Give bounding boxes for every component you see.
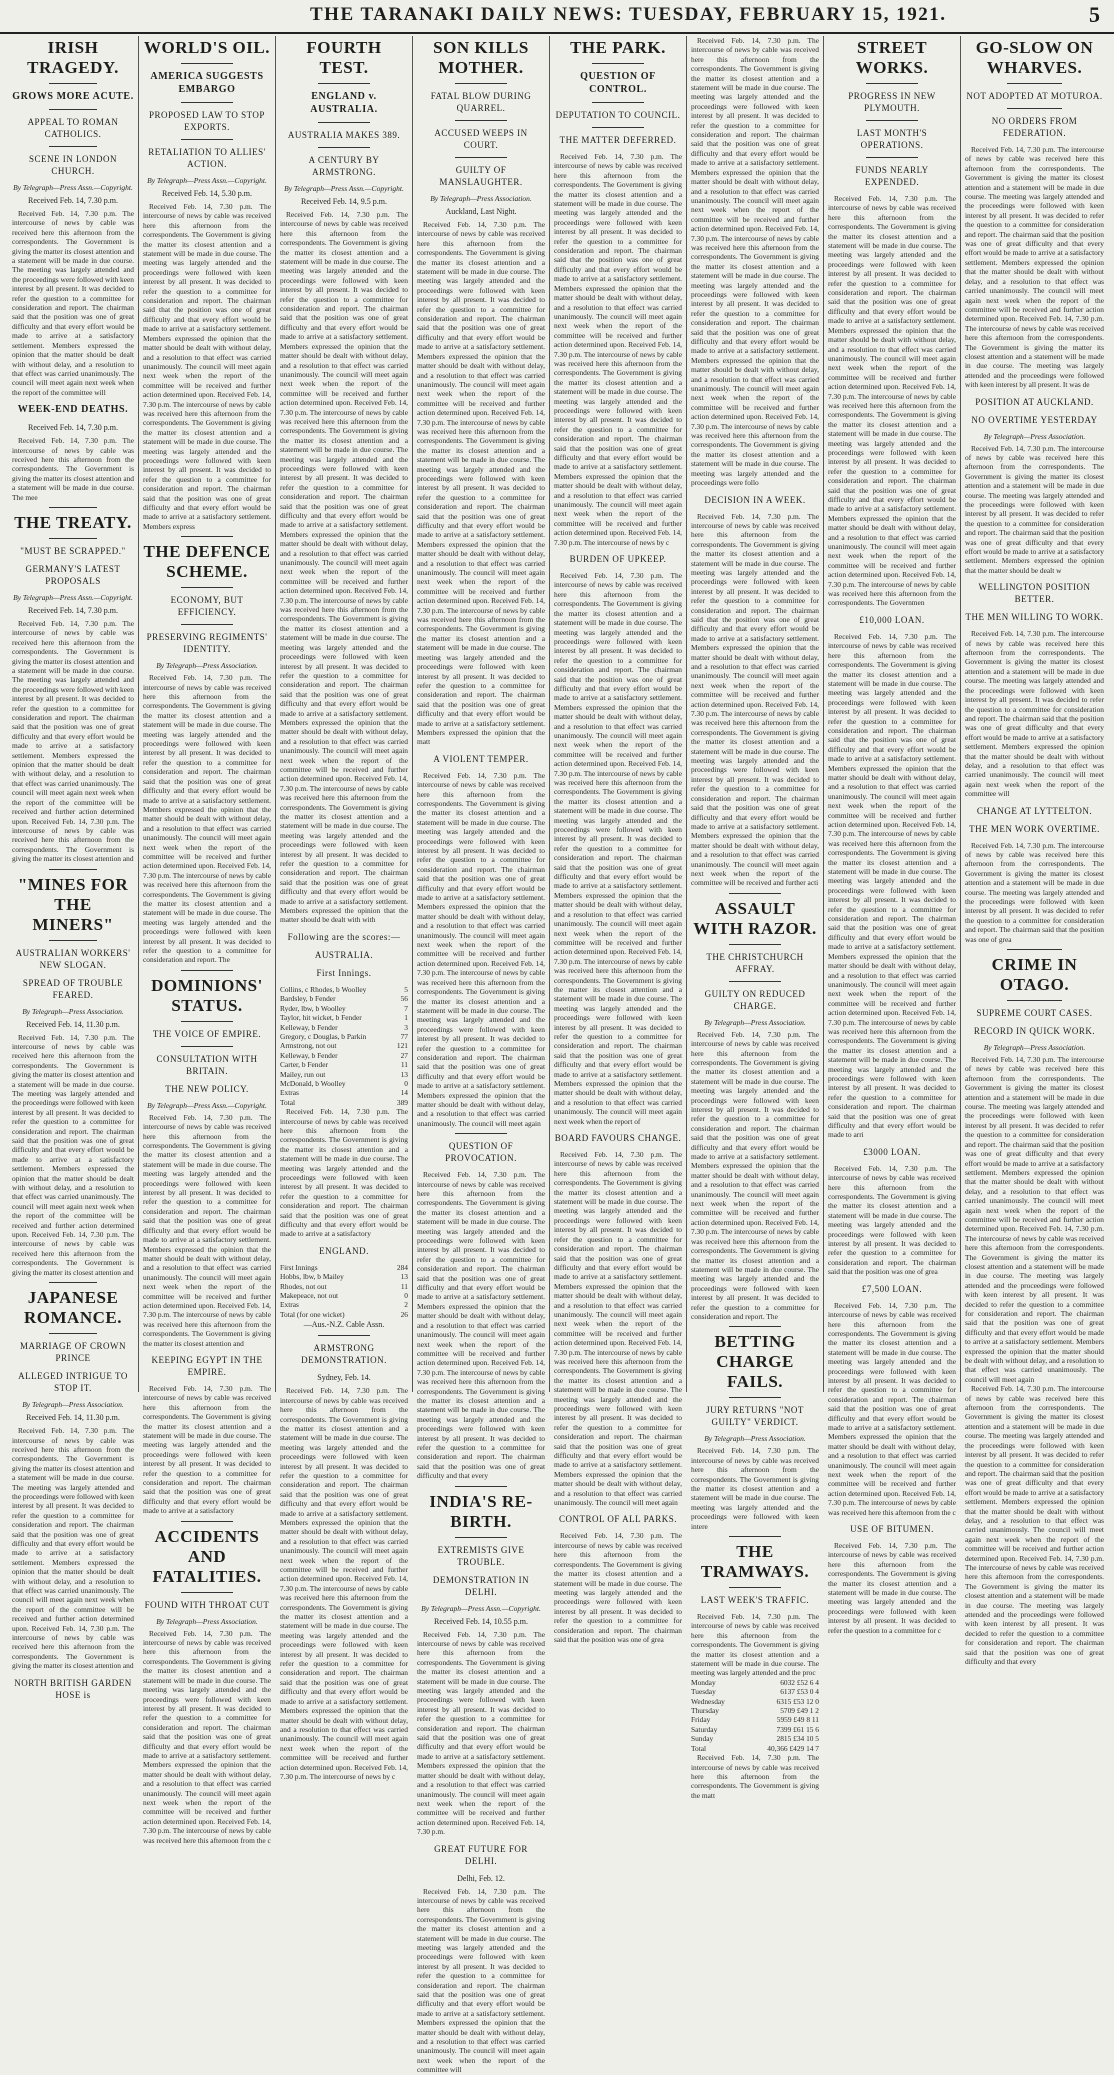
deck-heading: LAST WEEK'S TRAFFIC. xyxy=(700,1595,810,1605)
article-body-text: Received Feb. 14, 7.30 p.m. The intercourse of news by cable was received here this afternoon from the correspondents. The Government is giving the matter its closest attention and a statement will be made in due course. The meeting was largely attended and the proceedings were followed with keen interest by all present. It was decided to refer the question to a committee for consideration and report. The chairman said that the position was one of great difficulty and that every effort would be made to arrive at a satisfactory settlement. Members expressed the opinion that the matter should be dealt w xyxy=(965,443,1104,575)
deck-heading: FATAL BLOW DURING QUARREL. xyxy=(430,91,532,113)
dateline: Sydney, Feb. 14. xyxy=(317,1373,371,1383)
table-cell-value: 11 xyxy=(400,1281,408,1291)
article-body-text: Received Feb. 14, 7.30 p.m. The intercourse of news by cable was received here this afternoon from the correspondents. The Government is giving the matter its closest attention and a statement will be made in due course. The meeting was largely attended and the proceedings were followed with keen interest by all present. It was decided to refer the question to a committee for consideration and report. The chairman said that the position was one of great difficulty and that every effort would be made to arrive at a satisfactory settlement. Members expressed the opinion that the matter should be dealt with without delay, and a resolution to that effect was carried unanimously. The council will meet again next week when the report of the committee will be received and further action determined upon. Received Feb. 14, 7.30 p.m. The intercourse of news by cable was received here this afternoon from the correspondents. The Government is giving the matter its closest attention and a statement will be made in due course. The meeting was largely attended and the proceedings were followed with keen interest by all present. It was decided to refer the question to a committee for consideration and report. The chairman said that the position was one of great difficulty and that every effort would be made to arrive at a satisfactory settlement. Members expressed the opinion that the matter should be dealt with without delay, and a resolution to that effect was carried unanimously. The council will meet again next week when the report of the committee will be received and further action determined upon. Received Feb. 14, 7.30 p.m. The intercourse of news by cable was received here this afternoon from the correspondents. The Government is giving the matter its closest attention and a statement will be made in due course. The meeting was largely attended and the proceedings were followed with keen interest by all present. It was decided to refer the question to a committee for consideration and report. The chairman said that the position was one of great difficulty and that every effort would be made to arrive at a satisfactory settlement. Members expressed the opinion that the matt xyxy=(417,220,545,747)
table-cell-label: Extras xyxy=(280,1088,299,1098)
table-cell-value: 284 xyxy=(396,1262,408,1272)
deck-heading: THE VOICE OF EMPIRE. xyxy=(152,1028,262,1039)
table-cell-value: 40,366 £429 14 7 xyxy=(767,1743,819,1753)
article-body-text: Received Feb. 14, 7.30 p.m. The intercourse of news by cable was received here this afternoon from the correspondents. The Government is giving the matter its closest attention and a statement will be made in due course. The meeting was largely attended and the proceedings were followed with keen interest by all present. It was decided to refer the question to a committee for consideration and report. The chairman said that the position was one of great difficulty and that every effort would be made to arrive at a satisfactory settlement. Members expressed the opinion that the matter should be dealt with without delay, and a resolution to that effect was carried unanimously. The council will meet again next week when the report of the committee will be received and further action determined upon. Received Feb. 14, 7.30 p.m. The intercourse of news by cable was received here this afternoon from the correspondents. The Government is giving the matter its closest attention and a statement will be made in due course. The meeting was largely attended and the proceedings were followed with keen interest by all present. It was decided to refer the question to a committee for consideration and report. The chairman said that the position was one of great difficulty and that every effort would be made to arrive at a satisfactory settlement. Members expressed the opinion that the matter should be dealt with without delay, and a resolution to that effect was carried unanimously. The council will meet again next week when the report of the committee will be received and further action determined upon. Received Feb. 14, 7.30 p.m. The intercourse of news by cable was received here this afternoon from the correspondents. The Governmen xyxy=(828,194,956,608)
divider-rule xyxy=(1007,949,1063,950)
divider-rule xyxy=(181,587,232,588)
table-cell-value: 13 xyxy=(400,1272,408,1282)
byline: By Telegraph—Press Association. xyxy=(430,194,532,203)
deck-heading: THE MATTER DEFERRED. xyxy=(559,135,677,145)
table-cell-label: Thursday xyxy=(691,1706,719,1716)
deck-heading: NORTH BRITISH GARDEN HOSE is xyxy=(14,1677,132,1700)
deck-heading: A CENTURY BY ARMSTRONG. xyxy=(308,155,380,177)
column-fourth-test xyxy=(275,36,412,1781)
divider-rule xyxy=(318,83,369,84)
divider-rule xyxy=(49,146,98,147)
article-body-text: Received Feb. 14, 7.30 p.m. The intercourse of news by cable was received here this afternoon from the correspondents. The Government is giving the matter its closest attention and a statement will be made in due course. The meeting was largely attended and the proceedings were followed with keen interest by all present. It was decided to refer the question to a committee for consideration and report. The chairman said that the position was one of great difficulty and that every effort would be made to arrive at a satisfactory settlement. Members expressed the opinion that the matter should be dealt with without delay, and a resolution to that effect was carried unanimously. The council will meet again next week when the report of the committee will be received and further action determined upon. Received Feb. 14, 7.30 p.m. The intercourse of news by cable was received here this afternoon from the correspondents. The Government is giving the matter its closest attention and xyxy=(12,1032,134,1277)
deck-heading: FOUND WITH THROAT CUT xyxy=(144,1599,270,1610)
deck-heading: MARRIAGE OF CROWN PRINCE xyxy=(19,1341,126,1364)
byline: By Telegraph—Press Association. xyxy=(983,1043,1086,1053)
deck-heading: EXTREMISTS GIVE TROUBLE. xyxy=(437,1544,525,1567)
column-the-park-continued xyxy=(686,36,823,1800)
article-body-text: Received Feb. 14, 7.30 p.m. The intercourse of news by cable was received here this afternoon from the correspondents. The Government is giving the matt xyxy=(691,1753,819,1800)
table-cell-label: Bardsley, b Fender xyxy=(280,994,336,1004)
article-body-text: Received Feb. 14, 7.30 p.m. The intercourse of news by cable was received here this afternoon from the correspondents. The Government is giving the matter its closest attention and a statement will be made in due course. The meeting was largely attended and the proceedings were followed with keen interest by all present. It was decided to refer the question to a committee for consideration and report. The chairman said that the position was one of great difficulty and that every effort would be made to arrive at a satisfactory settlement. Members expressed the opinion that the matter should be dealt with without delay, and a resolution to that effect was carried unanimously. The council will meet again next week when the report of the committee will be received and further action determined upon. Received Feb. 14, 7.30 p.m. The intercourse of news by cable was received here this afternoon from the correspondents. The Government is giving the matter its closest attention and a statement will be made in due course. The meeting was largely attended and the proceedings were followed with keen interest by all present. It was de xyxy=(965,145,1104,390)
deck-heading: AUSTRALIA. xyxy=(314,949,374,960)
table-cell-label: Carter, b Fender xyxy=(280,1060,328,1070)
divider-rule xyxy=(181,1046,232,1047)
deck-heading: ARMSTRONG DEMONSTRATION. xyxy=(301,1343,387,1366)
table-cell-value: 5709 £49 1 2 xyxy=(780,1706,819,1716)
table-cell-value: 5 xyxy=(404,984,408,994)
byline: By Telegraph—Press Assn.—Copyright. xyxy=(284,184,404,193)
divider-rule xyxy=(1007,1000,1063,1001)
deck-heading: ACCUSED WEEPS IN COURT. xyxy=(434,128,528,150)
subheadline: ENGLAND v. AUSTRALIA. xyxy=(310,91,378,115)
table-cell-label: Gregory, c Douglas, b Parkin xyxy=(280,1031,367,1041)
deck-heading: "MUST BE SCRAPPED." xyxy=(20,545,126,556)
dateline: Received Feb. 14, 7.30 p.m. xyxy=(28,423,118,433)
deck-heading: FUNDS NEARLY EXPENDED. xyxy=(855,165,929,187)
article-body-text: Received Feb. 14, 7.30 p.m. The intercourse of news by cable was received here this afternoon from the correspondents. The Government is giving the matter its closest attention and a statement will be made in due course. The meeting was largely attended and the proceedings were followed with keen interest by all present. It was decided to refer the question to a committee for consideration and report. The chairman said that the position was one of great difficulty and that every effort would be made to arrive at a satisfactory settlement. Members expressed the opinion that the matter should be dealt with without delay, and a resolution to that effect was carried unanimously. The council will meet again next week when the report of the committee will be received and further action determined upon. Received Feb. 14, 7.30 p.m. xyxy=(417,1629,545,1837)
table-cell-label: Wednesday xyxy=(691,1696,725,1706)
dateline: Auckland, Last Night. xyxy=(445,207,517,216)
table-row xyxy=(280,1282,408,1291)
deck-heading: DECISION IN A WEEK. xyxy=(704,494,806,505)
table-row xyxy=(691,1706,819,1715)
divider-rule xyxy=(49,507,98,508)
deck-heading: JURY RETURNS "NOT GUILTY" VERDICT. xyxy=(706,1405,804,1428)
headline: FOURTH TEST. xyxy=(306,38,382,77)
byline: By Telegraph—Press Association. xyxy=(22,1006,124,1016)
dateline: Received Feb. 14, 7.30 p.m. xyxy=(28,605,118,615)
deck-heading: WELLINGTON POSITION BETTER. xyxy=(978,582,1091,605)
table-row xyxy=(280,1004,408,1013)
article-body-text: Received Feb. 14, 7.30 p.m. The intercourse of news by cable was received here this afternoon from the correspondents. The Government is giving the matter its closest attention and a statement will be made in due course. The meeting was largely attended and the proceedings were followed with keen interest by all present. It was decided to refer the question to a committee for consideration and report. The chairman said that the position was one of great difficulty and that every effort would be made to arrive at a satisfactory settlement. Members expressed the opinion that the matter should be dealt with without delay, and a resolution to that effect was carried unanimously. The council will meet again next week when the report of the committee will be received and further action determined upon. Received Feb. 14, 7.30 p.m. The intercourse of news by cable was received here this afternoon from the correspondents. The Government is giving the matter its closest attention and a statement will be made in due course. The meeting was largely attended and the proceedings were followed with keen interest by all present. It was decided to refer the question to a committee for consideration and report. The chairman said that the position was one of great difficulty and that every effort would be made to arrive at a satisfactory settlement. Members expressed the opinion that the matter should be dealt with without delay, and a resolution to that effect was carried unanimously. The council will meet again xyxy=(554,1150,682,1508)
divider-rule xyxy=(455,1486,506,1487)
headline: BETTING CHARGE FAILS. xyxy=(714,1332,796,1392)
table-cell-value: 2815 £34 10 5 xyxy=(776,1734,819,1744)
table-cell-value: 6137 £53 0 4 xyxy=(780,1687,819,1697)
byline: By Telegraph—Press Association. xyxy=(983,431,1086,441)
headline: THE TRAMWAYS. xyxy=(700,1542,810,1581)
deck-heading: BOARD FAVOURS CHANGE. xyxy=(554,1133,682,1144)
dateline: Received Feb. 14, 9.5 p.m. xyxy=(301,197,387,206)
article-body-text: Received Feb. 14, 7.30 p.m. The intercourse of news by cable was received here this afternoon from the correspondents. The Government is giving the matter its closest attention and a statement will be made in due course. The meeting was largely attended and the proceedings were followed with keen interest by all present. It was decided to refer the question to a committee for consideration and report. The chairman said that the position was one of great difficulty and that every effort would be made to arrive at a satisfactory settlement. Members expressed the opinion that the matter should be dealt with without delay, and a resolution to that effect was carried unanimously. The council will meet again next week when the report of the committee will be received and further action determined upon. Received Feb. 14, 7.30 p.m. The intercourse of news by cable was received here this afternoon from the correspondents. The Government is giving the matter its closest attention and a statement will be made in due course. The meeting was largely attended and the proceedings were followed with keen interest by all present. It was decided to refer the question to a committee for consideration and report. The xyxy=(691,1029,819,1321)
divider-rule xyxy=(49,538,98,539)
divider-rule xyxy=(455,1537,506,1538)
table-cell-value: 26 xyxy=(400,1309,408,1319)
divider-rule xyxy=(592,102,643,103)
table-row xyxy=(280,1051,408,1060)
deck-heading: GUILTY ON REDUCED CHARGE. xyxy=(704,988,806,1011)
table-cell-label: Kelleway, b Fender xyxy=(280,1022,338,1032)
table-cell-value: 7 xyxy=(404,1003,408,1013)
table-cell-label: Friday xyxy=(691,1715,711,1725)
article-body-text: Received Feb. 14, 7.30 p.m. The intercourse of news by cable was received here this afternoon from the correspondents. The Government is giving the matter its closest attention and a statement will be made in due course. The meeting was largely attended and the proceedings were followed with keen interest by all present. It was decided to refer the question to a committee for consideration and report. The chairman said that the position was one of great difficulty and that every effort would be made to arrive at a satisfactory settlement. Members expressed the opinion that the matter should be dealt with without delay, and a resolution to that effect was carried unanimously. The council will meet again next week when the report of the committee will be received and further action determined upon. Received Feb. 14, 7.30 p.m. The intercourse of news by cable was received here this afternoon from the correspondents. The Government is giving the matter its closest attention and xyxy=(12,618,134,864)
deck-heading: PRESERVING REGIMENTS' IDENTITY. xyxy=(146,632,268,655)
divider-rule xyxy=(181,139,232,140)
headline: ACCIDENTS AND FATALITIES. xyxy=(152,1526,262,1586)
byline: By Telegraph—Press Association. xyxy=(22,1400,124,1410)
masthead xyxy=(0,0,1114,34)
table-cell-value: 389 xyxy=(396,1097,408,1107)
column-son-kills-mother xyxy=(412,36,549,2075)
divider-rule xyxy=(455,1133,506,1134)
dateline: Received Feb. 14, 10.55 p.m. xyxy=(434,1616,528,1626)
table-cell-value: 6315 £53 12 0 xyxy=(776,1696,819,1706)
subheadline: WEEK-END DEATHS. xyxy=(17,404,129,416)
dateline: Received Feb. 14, 11.30 p.m. xyxy=(26,1019,120,1029)
byline: By Telegraph—Press Assn.—Copyright. xyxy=(147,1100,267,1110)
table-row xyxy=(280,1310,408,1319)
byline: By Telegraph—Press Association. xyxy=(156,1616,258,1626)
deck-heading: CHANGE AT LYTTELTON. xyxy=(976,805,1093,816)
divider-rule xyxy=(49,1282,98,1283)
deck-heading: £3000 LOAN. xyxy=(863,1146,921,1157)
byline: By Telegraph—Press Assn.—Copyright. xyxy=(421,1603,541,1613)
deck-heading: USE OF BITUMEN. xyxy=(850,1524,934,1535)
table-cell-label: Total xyxy=(691,1743,707,1753)
article-body-text: Received Feb. 14, 7.30 p.m. The intercourse of news by cable was received here this afternoon from the correspondents. The Government is giving the matter its closest attention and a statement will be made in due course. The meeting was largely attended and the proceedings were followed with keen interest by all present. It was decided to refer the question to a committee for c xyxy=(828,1541,956,1635)
deck-heading: DEPUTATION TO COUNCIL. xyxy=(555,110,681,120)
article-body-text: Received Feb. 14, 7.30 p.m. The intercourse of news by cable was received here this afternoon from the correspondents. The Government is giving the matter its closest attention and a statement will be made in due course. The meeting was largely attended and the proceedings were followed with keen interest by all present. It was decided to refer the question to a committee for consideration and report. The chairman said that the position was one of grea xyxy=(554,1531,682,1644)
deck-heading: SUPREME COURT CASES. xyxy=(976,1008,1093,1019)
deck-heading: LAST MONTH'S OPERATIONS. xyxy=(856,128,928,150)
table-cell-label: Collins, c Rhodes, b Woolley xyxy=(280,984,367,994)
article-body-text: Received Feb. 14, 7.30 p.m. The intercourse of news by cable was received here this afternoon from the correspondents. The Government is giving the matter its closest attention and a statement will be made in due course. The meeting was largely attended and the proceedings were followed with keen interest by all present. It was decided to refer the question to a committee for consideration and report. The chairman said that the position was one of great difficulty and that every effort would be made to arrive at a satisfactory settlement. Members expressed the opinion that the matter should be dealt with without delay, and a resolution to that effect was carried unanimously. The council will meet again next week when the report of the committee will be received and further action determined upon. Received Feb. 14, 7.30 p.m. The intercourse of news by cable was received here this afternoon from the correspondents. The Government is giving the matter its closest attention and a statement will be made in due course. The meeting was largely attended and the proceedings were followed with keen interest by all present. It was decided to refer the question to a committee for consideration and report. The chairman said that the position was one of great difficulty and that every effort would be made to arrive at a satisfactory settlement. Members expressed the opinion that the matter should be dealt with without delay, and a resolution to that effect was carried unanimously. The council will meet again next week when the report of the committee will be received and further action determined upon. Received Feb. 14, 7.30 p.m. The intercourse of news by cable was received here this afternoon from the correspondents. The Government is giving the matter its closest attention and a statement will be made in due course. The meeting was largely attended and the proceedings were follo xyxy=(691,36,819,488)
deck-heading: THE MEN WILLING TO WORK. xyxy=(965,612,1104,623)
byline: By Telegraph—Press Association. xyxy=(704,1434,806,1444)
deck-heading: NO OVERTIME YESTERDAY xyxy=(971,414,1098,425)
table-row xyxy=(280,1079,408,1088)
headline: CRIME IN OTAGO. xyxy=(991,955,1078,995)
table-cell-label: Total xyxy=(280,1097,296,1107)
divider-rule xyxy=(455,120,506,121)
column-irish-tragedy xyxy=(8,36,138,1700)
article-body-text: Received Feb. 14, 7.30 p.m. The intercourse of news by cable was received here this afternoon from the correspondents. The Government is giving the matter its closest attention and a statement will be made in due course. The meeting was largely attended and the proceedings were followed with keen interest by all present. It was decided to refer the question to a committee for consideration and report. The chairman said that the position was one of great difficulty and that every effort would be made to arrive at a satisfactory settlement. Members expressed the opinion that the matter should be dealt with without delay, and a resolution to that effect was carried unanimously. The council will meet again next week when the report of the committee will be received and further action determined upon. Received Feb. 14, 7.30 p.m. The intercourse of news by cable was received here this afternoon from the correspondents. The Government is giving the matter its closest attention and a statement will be made in due course. The meeting was largely attended and the proceedings were followed with keen interest by all present. It was decided to refer the question to a committee for consideration and report. The chairman said that the position was one of great difficulty and that every effort would be made to arrive at a satisfactory settlement. Members expressed the opinion that the matter should be dealt with without delay, and a resolution to that effect was carried unanimously. The council will meet again next week when the report of the committee will be received and further action determined upon. Received Feb. 14, 7.30 p.m. The intercourse of news by cable was received here this afternoon from the correspondents. The Government is giving the matter its closest attention and a statement will be made in due course. The meeting was largely attended and the proceedings were followed with keen interest by all present. It was decided to refer the question to a committee for consideration and report. The chairman said that the position was one of great difficulty and that every effort would be made to arrive at a satisfactory settlement. Members expressed the opinion that the matter should be dealt with without delay, and a resolution to that effect was carried unanimously. The council will meet again next week when the report of xyxy=(554,571,682,1126)
divider-rule xyxy=(318,1335,369,1336)
table-cell-label: Tuesday xyxy=(691,1687,716,1697)
divider-rule xyxy=(181,536,232,537)
table-row xyxy=(691,1725,819,1734)
deck-heading: THE NEW POLICY. xyxy=(165,1083,249,1094)
divider-rule xyxy=(592,63,643,64)
deck-heading: SCENE IN LONDON CHURCH. xyxy=(29,154,117,176)
headline: INDIA'S RE-BIRTH. xyxy=(429,1491,533,1531)
article-body-text: Received Feb. 14, 7.30 p.m. The intercourse of news by cable was received here this afternoon from the correspondents. The Government is giving the matter its closest attention and a statement will be made in due course. The meeting was largely attended and the proceedings were followed with keen interest by all present. It was decided to refer the question to a committee for consideration and report. The chairman said that the position was one of great difficulty and that every effort would be made to arrive at a satisfactory settlement. Members expressed the opinion that the matter should be dealt with without delay, and a resolution to that effect was carried unanimously. The council will meet again next week when the report of the committee will be received and further action determined upon. Received Feb. 14, 7.30 p.m. The intercourse of news by cable was received here this afternoon from the correspondents. The Government is giving the matter its closest attention and xyxy=(143,1112,271,1348)
subheadline: AMERICA SUGGESTS EMBARGO xyxy=(150,71,264,95)
article-body-text: Received Feb. 14, 7.30 p.m. The intercourse of news by cable was received here this afternoon from the correspondents. The Government is giving the matter its closest attention and a statement will be made in due course. The meeting was largely attended and the proceedings were followed with keen interest by all present. It was decided to refer the question to a committee for consideration and report. The chairman said that the position was one of great difficulty and that every effort would be made to arrive at a satisfactory settlement. Members expressed the opinion that the matter should be dealt with without delay, and a resolution to that effect was carried unanimously. The council will meet again next week when the report of the committee will be received and further action determined upon. Received Feb. 14, 7.30 p.m. The intercourse of news by cable was received here this afternoon from the correspondents. The Government is giving the matter its closest attention and a statement will be made in due course. The meeting was largely attended and the proceedings were followed with keen interest by all present. It was decided to refer the question to a committee for consideration and report. The chairman said that the position was one of great difficulty and that every effort would be made to arrive at a satisfactory settlement. Members expressed the opinion that the matter should be dealt with without delay, and a resolution to that effect was carried unanimously. The council will meet again xyxy=(965,1055,1104,1384)
article-body-text: Received Feb. 14, 7.30 p.m. The intercourse of news by cable was received here this afternoon from the correspondents. The Government is giving the matter its closest attention and a statement will be made in due course. The meeting was largely attended and the proceedings were followed with keen interest by all present. It was decided to refer the question to a committee for consideration and report. The chairman said that the position was one of great difficulty and that every effort would be made to arrive at a satisfactory settlement. Members expressed the opinion that the matter should be dealt with without delay, and a resolution to that effect was carried unanimously. The council will meet again next week when the report of the committee will be received and further action determined upon. Received Feb. 14, 7.30 p.m. The intercourse of news by cable was received here this afternoon from the correspondents. The Government is giving the matter its closest attention and a statement will be made in due course. The meeting was largely attended and the proceedings were followed with keen interest by all present. It was decided to refer the question to a committee for consideration and report. The chairman said that the position was one of great difficulty and that every effort would be made to arrive at a satisfactory settlement. Members express xyxy=(143,202,271,531)
byline: By Telegraph—Press Assn.—Copyright. xyxy=(147,176,267,185)
headline: IRISH TRAGEDY. xyxy=(27,38,119,77)
deck-heading: ALLEGED INTRIGUE TO STOP IT. xyxy=(18,1371,128,1394)
table-cell-label: Rhodes, not out xyxy=(280,1281,327,1291)
divider-rule xyxy=(729,981,780,982)
deck-heading: CONSULTATION WITH BRITAIN. xyxy=(156,1053,258,1076)
deck-heading: GREAT FUTURE FOR DELHI. xyxy=(434,1843,528,1866)
article-body-text: Received Feb. 14, 7.30 p.m. The intercourse of news by cable was received here this afternoon from the correspondents. The Government is giving the matter its closest attention and a statement will be made in due course. The meeting was largely attended and the proceedings were followed with keen interest by all present. It was decided to refer the question to a committee for consideration and report. The chairman said that the position was one of great difficulty and that every effort would be made to arrive at a satisfactory settlement. Members expressed the opinion that the matter should be dealt with without delay, and a resolution to that effect was carried unanimously. The council will meet again next week when the report of the committee will be received and further action determined upon. Received Feb. 14, 7.30 p.m. The intercourse of news by cable was received here this afternoon from the c xyxy=(828,1300,956,1517)
table-cell-label: Taylor, hit wicket, b Fender xyxy=(280,1013,362,1023)
score-table xyxy=(280,985,408,1107)
dateline: —Aus.-N.Z. Cable Assn. xyxy=(303,1320,385,1330)
table-row xyxy=(280,1013,408,1022)
table-row xyxy=(691,1715,819,1724)
byline: By Telegraph—Press Assn.—Copyright. xyxy=(13,592,133,602)
deck-heading: SPREAD OF TROUBLE FEARED. xyxy=(22,977,124,1000)
headline: THE PARK. xyxy=(570,38,666,57)
byline: By Telegraph—Press Assn.—Copyright. xyxy=(13,183,133,192)
page-number: 5 xyxy=(1089,2,1100,27)
article-body-text: Received Feb. 14, 7.30 p.m. The intercourse of news by cable was received here this afternoon from the correspondents. The Government is giving the matter its closest attention and a statement will be made in due course. The meeting was largely attended and the proceedings were followed with keen interest by all present. It was decided to refer the question to a committee for consideration and report. The chairman said that the position was one of great difficulty and that every effort would be made to arrive at a satisfactory settlement. Members expressed the opinion that the matter should be dealt with without delay, and a resolution to that effect was carried unanimously. The council will meet again next week when the report of the committee will be received and further action determined upon. Received Feb. 14, 7.30 p.m. The intercourse of news by cable was received here this afternoon from the correspondents. The Government is giving the matter its closest attention and a statement will be made in due course. The meeting was largely attended and the proceedings were followed with keen interest by all present. It was decided to refer the question to a committee for consideration and report. The chairman said that the position was one of great difficulty and that every xyxy=(417,1170,545,1481)
byline: By Telegraph—Press Association. xyxy=(704,1017,806,1027)
deck-heading: DEMONSTRATION IN DELHI. xyxy=(432,1574,530,1597)
table-cell-label: Saturday xyxy=(691,1724,718,1734)
divider-rule xyxy=(729,944,780,945)
score-table xyxy=(691,1678,819,1753)
divider-rule xyxy=(866,83,917,84)
divider-rule xyxy=(318,122,369,123)
table-cell-label: Hobbs, lbw, b Mailey xyxy=(280,1272,344,1282)
table-row xyxy=(691,1734,819,1743)
deck-heading: A VIOLENT TEMPER. xyxy=(433,753,529,764)
table-row xyxy=(691,1744,819,1753)
divider-rule xyxy=(181,1521,232,1522)
deck-heading: AUSTRALIAN WORKERS' NEW SLOGAN. xyxy=(15,947,131,970)
divider-rule xyxy=(49,940,98,941)
table-cell-value: 11 xyxy=(400,1060,408,1070)
headline: THE TREATY. xyxy=(14,512,132,532)
divider-rule xyxy=(592,127,643,128)
table-row xyxy=(280,1041,408,1050)
byline: By Telegraph—Press Association. xyxy=(156,661,258,671)
article-body-text: Received Feb. 14, 7.30 p.m. The intercourse of news by cable was received here this afternoon from the correspondents. The Government is giving the matter its closest attention and a statement will be made in due course. The meeting was largely attended and the proceedings were followed with keen interest by all present. It was decided to refer the question to a committee for consideration and report. The chairman said that the position was one of great difficulty and that every effort would be made to arrive at a satisfactory settlement. Members expressed the opinion that the matter should be dealt with without delay, and a resolution to that effect was carried unanimously. The council will meet again next week when the report of the committee will be received and further action determined upon. Received Feb. 14, 7.30 p.m. The intercourse of news by cable was received here this afternoon from the correspondents. The Government is giving the matter its closest attention and a statement will be made in due course. The meeting was largely attended and the proceedings were followed with keen interest by all present. It was decided to refer the question to a committee for consideration and report. The chairman said that the position was one of great difficulty and that every effort would be made to arrive at a satisfactory settlement. Members expressed the opinion that the matter should be dealt with without delay, and a resolution to that effect was carried unanimously. The council will meet again next week when the report of the committee will be received and further acti xyxy=(691,511,819,888)
dateline: Received Feb. 14, 11.30 p.m. xyxy=(26,1413,120,1423)
table-cell-label: First Innings xyxy=(280,1262,318,1272)
article-body-text: Received Feb. 14, 7.30 p.m. The intercourse of news by cable was received here this afternoon from the correspondents. The Government is giving the matter its closest attention and a statement will be made in due course. The meeting was largely attended and the proceedings were followed with keen interest by all present. It was decided to refer the question to a committee for consideration and report. The chairman said that the position was one of great difficulty and that every effort would be made to arrive at a satisfactory settlement. Members expressed the opinion that the matter should be dealt with without delay, and a resolution to that effect was carried unanimously. The council will meet again next week when the report of the committee will be received and further action determined upon. Received Feb. 14, 7.30 p.m. The intercourse of news by cable was received here this afternoon from the correspondents. The Government is giving the matter its closest attention and xyxy=(12,1426,134,1671)
divider-rule xyxy=(181,1021,232,1022)
divider-rule xyxy=(866,120,917,121)
divider-rule xyxy=(1007,83,1063,84)
article-body-text: Received Feb. 14, 7.30 p.m. The intercourse of news by cable was received here this afternoon from the correspondents. The Government is giving the matter its closest attention and a statement will be made in due course. The meeting was largely attended and the proceedings were followed with keen interest by all present. It was decided to refer the question to a committee for consideration and report. The chairman said that the position was one of grea xyxy=(965,840,1104,944)
headline: SON KILLS MOTHER. xyxy=(433,38,529,77)
article-body-text: Received Feb. 14, 7.30 p.m. The intercourse of news by cable was received here this afternoon from the correspondents. The Government is giving the matter its closest attention and a statement will be made in due course. The meeting was largely attended and the proceedings were followed with keen interest by all present. It was decided to refer the question to a committee for consideration and report. The chairman said that the position was one of great difficulty and that every effort would be made to arrive at a satisfactory settlement. Members expressed the opinion that the matter should be dealt with without delay, and a resolution to that effect was carried unanimously. The council will meet again next week when the report of the committee will be received and further action determined upon. Received Feb. 14, 7.30 p.m. The intercourse of news by cable was received here this afternoon from the correspondents. The Government is giving the matter its closest attention and a statement will be made in due course. The meeting was largely attended and the proceedings were followed with keen interest by all present. It was decided to refer the question to a committee for consideration and report. The chairman said that the position was one of great difficulty and that every effort would be made to arrive at a satisfactory settlement. Members expressed the opinion that the matter should be dealt with without delay, and a resolution to that effect was carried unanimously. The council will meet again xyxy=(417,770,545,1128)
column-street-works xyxy=(823,36,960,1635)
deck-heading: CONTROL OF ALL PARKS. xyxy=(558,1514,678,1525)
table-cell-label: Monday xyxy=(691,1677,716,1687)
table-cell-value: 77 xyxy=(400,1031,408,1041)
deck-heading: GUILTY OF MANSLAUGHTER. xyxy=(439,165,523,187)
table-cell-label: Makepeace, not out xyxy=(280,1291,339,1301)
table-cell-value: 0 xyxy=(404,1078,408,1088)
divider-rule xyxy=(729,1326,780,1327)
divider-rule xyxy=(729,1587,780,1588)
divider-rule xyxy=(181,63,232,64)
table-cell-label: Sunday xyxy=(691,1734,714,1744)
divider-rule xyxy=(729,1536,780,1537)
deck-heading: NO ORDERS FROM FEDERATION. xyxy=(991,116,1078,138)
divider-rule xyxy=(49,109,98,110)
deck-heading: RETALIATION TO ALLIES' ACTION. xyxy=(148,147,266,169)
deck-heading: PROGRESS IN NEW PLYMOUTH. xyxy=(848,91,936,113)
table-cell-value: 1 xyxy=(404,1013,408,1023)
deck-heading: QUESTION OF PROVOCATION. xyxy=(445,1141,517,1164)
table-cell-value: 7399 £61 15 6 xyxy=(776,1724,819,1734)
table-cell-label: Total (for one wicket) xyxy=(280,1309,345,1319)
deck-heading: NOT ADOPTED AT MOTUROA. xyxy=(966,91,1103,101)
table-cell-value: 6032 £52 6 4 xyxy=(780,1677,819,1687)
table-cell-value: 27 xyxy=(400,1050,408,1060)
divider-rule xyxy=(49,1333,98,1334)
table-row xyxy=(280,1088,408,1097)
dateline: Received Feb. 14, 5.30 p.m. xyxy=(162,189,252,198)
table-cell-value: 13 xyxy=(400,1069,408,1079)
column-go-slow-on-wharves xyxy=(960,36,1108,1667)
table-row xyxy=(691,1687,819,1696)
subheadline: GROWS MORE ACUTE. xyxy=(12,91,134,102)
table-row xyxy=(280,985,408,994)
table-row xyxy=(280,1291,408,1300)
score-table xyxy=(280,1263,408,1319)
table-row xyxy=(280,1098,408,1107)
table-row xyxy=(280,1032,408,1041)
headline: JAPANESE ROMANCE. xyxy=(24,1288,122,1328)
divider-rule xyxy=(49,83,98,84)
table-cell-value: 5959 £49 8 11 xyxy=(776,1715,819,1725)
divider-rule xyxy=(866,157,917,158)
article-body-text: Received Feb. 14, 7.30 p.m. The intercourse of news by cable was received here this afternoon from the correspondents. The Government is giving the matter its closest attention and a statement will be made in due course. The meeting was largely attended and the proceedings were followed with keen interest by all present. It was decided to refer the question to a committee for consideration and report. The chairman said that the position was one of great difficulty and that every effort would be made to arrive at a satisfactory settlement. Members expressed the opinion that the matter should be dealt with without delay, and a resolution to that effect was carried unanimously. The council will meet again next week when the report of the committee will be received and further action determined upon. Received Feb. 14, 7.30 p.m. The intercourse of news by cable was received here this afternoon from the correspondents. The Government is giving the matter its closest attention and a statement will be made in due course. The meeting was largely attended and the proceedings were followed with keen interest by all present. It was decided to refer the question to a committee for consideration and report. The chairman said that the position was one of great difficulty and that every effort would be made to arrive at a satisfactory settlement. Members expressed the opinion that the matter should be dealt with without delay, and a resolution to that effect was carried unanimously. The council will meet again next week when the report of the committee will be received and further action determined upon. Received Feb. 14, 7.30 p.m. The intercourse of news by c xyxy=(280,1386,408,1781)
table-cell-label: Extras xyxy=(280,1300,299,1310)
dateline: Received Feb. 14, 7.30 p.m. xyxy=(28,196,118,205)
table-row xyxy=(280,994,408,1003)
column-worlds-oil xyxy=(138,36,275,1845)
article-body-text: Received Feb. 14, 7.30 p.m. The intercourse of news by cable was received here this afternoon from the correspondents. The Government is giving the matter its closest attention and a statement will be made in due course. The meeting was largely attended and the proceedings were followed with keen interest by all present. It was decided to refer the question to a committee for consideration and report. The chairman said that the position was one of great difficulty and that every effort would be made to arrive at a satisfactory settlement. Members expressed the opinion that the matter should be dealt with without delay, and a resolution to that effect was carried unanimously. The council will meet again next week when the report of the committee will be received and further action determined upon. Received Feb. 14, 7.30 p.m. The intercourse of news by cable was received here this afternoon from the c xyxy=(143,1628,271,1845)
article-body-text: Received Feb. 14, 7.30 p.m. The intercourse of news by cable was received here this afternoon from the correspondents. The Government is giving the matter its closest attention and a statement will be made in due course. The meeting was largely attended and the proceedings were followed with keen interest by all present. It was decided to refer the question to a committee for consideration and report. The chairman said that the position was one of great difficulty and that every effort would be made to arrive at a satisfactory settlement. Members expressed the opinion that the matter should be dealt with without delay, and a resolution to that effect was carried unanimously. The council will meet again next week when the report of the committee will be received and further action determined upon. Received Feb. 14, 7.30 p.m. The intercourse of news by cable was received here this afternoon from the correspondents. The Government is giving the matter its closest attention and a statement will be made in due course. The meeting was largely attended and the proceedings were followed with keen interest by all present. It was decided to refer the question to a committee for consideration and report. The chairman said that the position was one of great difficulty and that every effort would be made to arrive at a satisfactory settlement. Members expressed the opinion that the matter should be dealt with without delay, and a resolution to that effect was carried unanimously. The council will meet again next week when the report of the committee will be received and further action determined upon. Received Feb. 14, 7.30 p.m. The intercourse of news by cable was received here this afternoon from the correspondents. The Government is giving the matter its closest attention and a statement will be made in due course. The meeting was largely attended and the proceedings were followed with keen interest by all present. It was decided to refer the question to a committee for consideration and report. The chairman said that the position was one of great difficulty and that every effort would be made to arrive at a satisfactory settlement. Members expressed the opinion that the matter should be dealt with without delay, and a resolution to that effect was carried unanimously. The council will meet again next week when the report of the committee will be received and further action determined upon. Received Feb. 14, 7.30 p.m. The intercourse of news by cable was received here this afternoon from the correspondents. The Government is giving the matter its closest attention and a statement will be made in due course. The meeting was largely attended and the proceedings were followed with keen interest by all present. It was decided to refer the question to a committee for consideration and report. The chairman said that the position was one of great difficulty and that every effort would be made to arrive at a satisfactory settlement. Members expressed the opinion that the matter should be dealt with with xyxy=(280,210,408,925)
article-body-text: Received Feb. 14, 7.30 p.m. The intercourse of news by cable was received here this afternoon from the correspondents. The Government is giving the matter its closest attention and a statement will be made in due course. The meeting was largely attended and the proceedings were followed with keen interest by all present. It was decided to refer the question to a committee for consideration and report. The chairman said that the position was one of great difficulty and that every effort would be made to arrive at a satisfactory settlement. Members expressed the opinion that the matter should be dealt with without delay, and a resolution to that effect was carried unanimously. The council will meet again next week when the report of the committee will xyxy=(965,629,1104,799)
article-body-text: Received Feb. 14, 7.30 p.m. The intercourse of news by cable was received here this afternoon from the correspondents. The Government is giving the matter its closest attention and a statement will be made in due course. The meeting was largely attended and the proceedings were followed with keen interest by all present. It was decided to refer the question to a committee for consideration and report. The chairman said that the position was one of great difficulty and that every effort would be made to arrive at a satisfactory xyxy=(143,1383,271,1516)
table-row xyxy=(280,1060,408,1069)
deck-heading: ECONOMY, BUT EFFICIENCY. xyxy=(170,595,244,618)
table-cell-label: Ryder, lbw, b Woolley xyxy=(280,1003,346,1013)
column-the-park xyxy=(549,36,686,1644)
table-cell-value: 0 xyxy=(404,1291,408,1301)
divider-rule xyxy=(318,147,369,148)
deck-heading: £7,500 LOAN. xyxy=(861,1283,923,1294)
divider-rule xyxy=(1007,108,1063,109)
deck-heading: AUSTRALIA MAKES 389. xyxy=(287,130,401,140)
table-cell-value: 14 xyxy=(400,1088,408,1098)
deck-heading: BURDEN OF UPKEEP. xyxy=(569,554,667,565)
table-row xyxy=(280,1272,408,1281)
headline: THE DEFENCE SCHEME. xyxy=(143,542,271,582)
table-cell-value: 2 xyxy=(404,1300,408,1310)
deck-heading: GERMANY'S LATEST PROPOSALS xyxy=(25,563,121,586)
deck-heading: Following are the scores:— xyxy=(287,931,401,942)
divider-rule xyxy=(455,83,506,84)
article-body-text: Received Feb. 14, 7.30 p.m. The intercourse of news by cable was received here this afternoon from the correspondents. The Government is giving the matter its closest attention and a statement will be made in due course. The meeting was largely attended and the proceedings were followed with keen interest by all present. It was decided to refer the question to a committee for consideration and report. The chairman said that the position was one of grea xyxy=(828,1163,956,1277)
table-cell-value: 121 xyxy=(396,1041,408,1051)
table-row xyxy=(280,1263,408,1272)
newspaper-title: THE TARANAKI DAILY NEWS: TUESDAY, FEBRUARY 15, 1921. xyxy=(310,4,947,25)
divider-rule xyxy=(181,624,232,625)
article-body-text: Received Feb. 14, 7.30 p.m. The intercourse of news by cable was received here this afternoon from the correspondents. The Government is giving the matter its closest attention and a statement will be made in due course. The meeting was largely attended and the proceedings were followed with keen interest by all present. It was decided to refer the question to a committee for consideration and report. The chairman said that the position was one of great difficulty and that every effort would be made to arrive at a satisfactory xyxy=(280,1107,408,1239)
deck-heading: POSITION AT AUCKLAND. xyxy=(975,396,1094,407)
article-body-text: Received Feb. 14, 7.30 p.m. The intercourse of news by cable was received here this afternoon from the correspondents. The Government is giving the matter its closest attention and a statement will be made in due course. The meeting was largely attended and the proceedings were followed with keen intere xyxy=(691,1446,819,1531)
deck-heading: THE CHRISTCHURCH AFFRAY. xyxy=(706,951,804,974)
deck-heading: KEEPING EGYPT IN THE EMPIRE. xyxy=(151,1354,263,1377)
divider-rule xyxy=(49,869,98,870)
headline: DOMINIONS' STATUS. xyxy=(151,975,263,1015)
headline: STREET WORKS. xyxy=(855,38,929,77)
article-body-text: Received Feb. 14, 7.30 p.m. The intercourse of news by cable was received here this afternoon from the correspondents. The Government is giving the matter its closest attention and a statement will be made in due course. The meeting was largely attended and the proceedings were followed with keen interest by all present. It was decided to refer the question to a committee for consideration and report. The chairman said that the position was one of great difficulty and that every effort would be made to arrive at a satisfactory settlement. Members expressed the opinion that the matter should be dealt with without delay, and a resolution to that effect was carried unanimously. The council will meet again next week when the report of the committee will xyxy=(12,209,134,397)
deck-heading: THE MEN WORK OVERTIME. xyxy=(969,823,1100,834)
article-body-text: Received Feb. 14, 7.30 p.m. The intercourse of news by cable was received here this afternoon from the correspondents. The Government is giving the matter its closest attention and a statement will be made in due course. The meeting was largely attended and the proceedings were followed with keen interest by all present. It was decided to refer the question to a committee for consideration and report. The chairman said that the position was one of great difficulty and that every effort would be made to arrive at a satisfactory settlement. Members expressed the opinion that the matter should be dealt with without delay, and a resolution to that effect was carried unanimously. The council will meet again next week when the report of the committee will be received and further action determined upon. Received Feb. 14, 7.30 p.m. The intercourse of news by cable was received here this afternoon from the correspondents. The Government is giving the matter its closest attention and a statement will be made in due course. The meeting was largely attended and the proceedings were followed with keen interest by all present. It was decided to refer the question to a committee for consideration and report. The chairman said that the position was one of great difficulty and that every effort would be made to arrive at a satisfactory settlement. Members expressed the opinion that the matter should be dealt with without delay, and a resolution to that effect was carried unanimously. The council will meet again next week when the report of the committee will be received and further action determined upon. Received Feb. 14, 7.30 p.m. The intercourse of news by cable was received here this afternoon from the correspondents. The Government is giving the matter its closest attention and a statement will be made in due course. The meeting was largely attended and the proceedings were followed with keen interest by all present. It was decided to refer the question to a committee for consideration and report. The chairman said that the position was one of great difficulty and that every effort would be made to arri xyxy=(828,631,956,1140)
deck-heading: £10,000 LOAN. xyxy=(859,614,925,625)
deck-heading: PROPOSED LAW TO STOP EXPORTS. xyxy=(149,110,265,132)
article-body-text: Received Feb. 14, 7.30 p.m. The intercourse of news by cable was received here this afternoon from the correspondents. The Government is giving the matter its closest attention and a statement will be made in due course. The meeting was largely attended and the proceedings were followed with keen interest by all present. It was decided to refer the question to a committee for consideration and report. The chairman said that the position was one of great difficulty and that every effort would be made to arrive at a satisfactory settlement. Members expressed the opinion that the matter should be dealt with without delay, and a resolution to that effect was carried unanimously. The council will meet again next week when the report of the committee will be received and further action determined upon. Received Feb. 14, 7.30 p.m. The intercourse of news by cable was received here this afternoon from the correspondents. The Government is giving the matter its closest attention and a statement will be made in due course. The meeting was largely attended and the proceedings were followed with keen interest by all present. It was decided to refer the question to a committee for consideration and report. The chairman said that the position was one of great difficulty and that every xyxy=(965,1384,1104,1667)
table-cell-label: McDonald, b Woolley xyxy=(280,1078,346,1088)
article-body-text: Received Feb. 14, 7.30 p.m. The intercourse of news by cable was received here this afternoon from the correspondents. The Government is giving the matter its closest attention and a statement will be made in due course. The meeting was largely attended and the proceedings were followed with keen interest by all present. It was decided to refer the question to a committee for consideration and report. The chairman said that the position was one of great difficulty and that every effort would be made to arrive at a satisfactory settlement. Members expressed the opinion that the matter should be dealt with without delay, and a resolution to that effect was carried unanimously. The council will meet again next week when the report of the committee will be received and further action determined upon. Received Feb. 14, 7.30 p.m. The intercourse of news by cable was received here this afternoon from the correspondents. The Government is giving the matter its closest attention and a statement will be made in due course. The meeting was largely attended and the proceedings were followed with keen interest by all present. It was decided to refer the question to a committee for consideration and report. The xyxy=(143,673,271,965)
deck-heading: First Innings. xyxy=(316,967,372,978)
table-cell-label: Kelleway, b Fender xyxy=(280,1050,338,1060)
deck-heading: ENGLAND. xyxy=(319,1245,369,1256)
headline: "MINES FOR THE MINERS" xyxy=(17,874,129,934)
divider-rule xyxy=(181,1592,232,1593)
headline: GO-SLOW ON WHARVES. xyxy=(975,38,1094,77)
table-cell-label: Mailey, run out xyxy=(280,1069,326,1079)
article-body-text: Received Feb. 14, 7.30 p.m. The intercourse of news by cable was received here this afternoon from the correspondents. The Government is giving the matter its closest attention and a statement will be made in due course. The meeting was largely attended and the proceedings were followed with keen interest by all present. It was decided to refer the question to a committee for consideration and report. The chairman said that the position was one of great difficulty and that every effort would be made to arrive at a satisfactory settlement. Members expressed the opinion that the matter should be dealt with without delay, and a resolution to that effect was carried unanimously. The council will meet again next week when the report of the committee will be received and further action determined upon. Received Feb. 14, 7.30 p.m. The intercourse of news by cable was received here this afternoon from the correspondents. The Government is giving the matter its closest attention and a statement will be made in due course. The meeting was largely attended and the proceedings were followed with keen interest by all present. It was decided to refer the question to a committee for consideration and report. The chairman said that the position was one of great difficulty and that every effort would be made to arrive at a satisfactory settlement. Members expressed the opinion that the matter should be dealt with without delay, and a resolution to that effect was carried unanimously. The council will meet again next week when the report of the committee will be received and further action determined upon. Received Feb. 14, 7.30 p.m. The intercourse of news by c xyxy=(554,152,682,547)
table-cell-value: 56 xyxy=(400,994,408,1004)
dateline: Delhi, Feb. 12. xyxy=(457,1873,505,1883)
table-row xyxy=(280,1300,408,1309)
table-cell-label: Armstrong, not out xyxy=(280,1041,337,1051)
table-row xyxy=(691,1697,819,1706)
deck-heading: RECORD IN QUICK WORK. xyxy=(973,1026,1096,1037)
deck-heading: APPEAL TO ROMAN CATHOLICS. xyxy=(27,117,119,139)
table-cell-value: 3 xyxy=(404,1022,408,1032)
table-row xyxy=(691,1678,819,1687)
article-body-text: Received Feb. 14, 7.30 p.m. The intercourse of news by cable was received here this afternoon from the correspondents. The Government is giving the matter its closest attention and a statement will be made in due course. The mee xyxy=(12,436,134,502)
table-row xyxy=(280,1070,408,1079)
subheadline: QUESTION OF CONTROL. xyxy=(580,71,656,95)
divider-rule xyxy=(729,893,780,894)
divider-rule xyxy=(455,157,506,158)
article-body-text: Received Feb. 14, 7.30 p.m. The intercourse of news by cable was received here this afternoon from the correspondents. The Government is giving the matter its closest attention and a statement will be made in due course. The meeting was largely attended and the proceedings were followed with keen interest by all present. It was decided to refer the question to a committee for consideration and report. The chairman said that the position was one of great difficulty and that every effort would be made to arrive at a satisfactory settlement. Members expressed the opinion that the matter should be dealt with without delay, and a resolution to that effect was carried unanimously. The council will meet again next week when the report of the committee will xyxy=(417,1886,545,2075)
divider-rule xyxy=(181,102,232,103)
divider-rule xyxy=(729,1397,780,1398)
headline: ASSAULT WITH RAZOR. xyxy=(693,898,817,938)
newspaper-columns xyxy=(8,36,1108,2075)
article-body-text: Received Feb. 14, 7.30 p.m. The intercourse of news by cable was received here this afternoon from the correspondents. The Government is giving the matter its closest attention and a statement will be made in due course. The meeting was largely attended and the proc xyxy=(691,1612,819,1678)
divider-rule xyxy=(181,970,232,971)
headline: WORLD'S OIL. xyxy=(144,38,270,57)
table-row xyxy=(280,1023,408,1032)
